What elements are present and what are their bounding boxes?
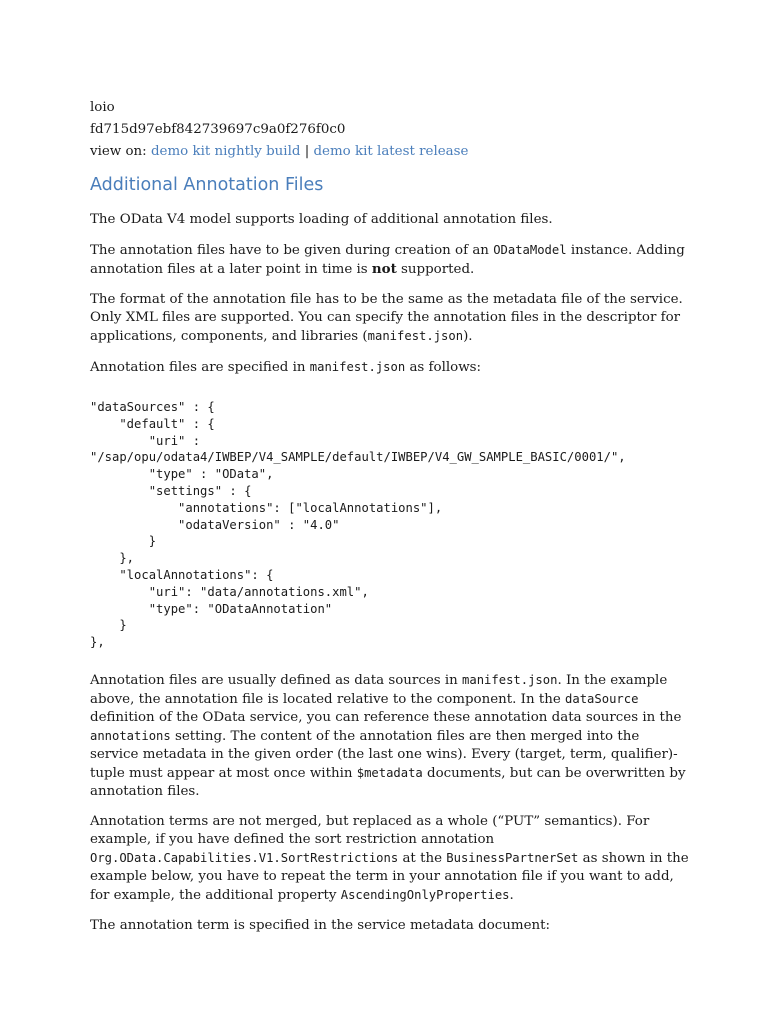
paragraph-term-specified: The annotation term is specified in the service metadata document: [90,917,551,933]
code-line: "type" : "OData", [90,467,274,482]
inline-code: AscendingOnlyProperties [340,887,510,902]
text-run: The annotation files have to be given during creation of an [90,243,494,258]
code-line: "default" : { [90,416,215,431]
inline-code: manifest.json [367,329,464,343]
text-run: . [509,887,514,903]
text-run: Annotation files are specified in [90,360,310,375]
text-run: . In the example above, the annotation file is located relative to the component. In the [90,672,668,707]
code-line: }, [90,635,105,650]
text-run: setting. The content of the annotation files are then merged into the service metadata in the given order (the last one wins). Every (target, term, qualifier)-tuple must appear at most once within [90,728,678,781]
section-title: Additional Annotation Files [90,175,324,195]
demo-kit-nightly-link[interactable]: demo kit nightly build [150,144,301,159]
bold-text: not [371,261,397,277]
view-on-line [90,141,690,163]
inline-code: Org.OData.Capabilities.V1.SortRestrictions [90,850,399,865]
paragraph-creation [90,241,690,279]
metadata-block [90,97,690,163]
code-line: "localAnnotations": { [90,567,274,582]
code-line: "annotations": ["localAnnotations"], [90,500,443,515]
text-run: The format of the annotation file has to be the same as the metadata file of the service. Only XML files are supported. You can specify the annotation files in the descriptor for applications, components, and libraries ( [90,292,683,344]
text-run: at the [398,850,447,866]
paragraph-specified [90,358,690,377]
paragraph-format [90,291,690,346]
text-run: definition of the OData service, you can reference these annotation data sources in the [90,709,682,725]
paragraph-data-sources [90,671,690,801]
inline-code: $metadata [356,765,423,780]
text-run: instance. Adding annotation files at a later point in time is [90,243,685,277]
text-run: Annotation files are usually defined as data sources in [90,672,463,688]
link-separator: | [304,144,310,159]
text-run: Annotation terms are not merged, but replaced as a whole (“PUT” semantics). For example, if you have defined the sort restriction annotation [90,813,650,847]
paragraph-intro: The OData V4 model supports loading of additional annotation files. [90,212,553,227]
code-line: }, [90,551,135,566]
inline-code: manifest.json [309,360,406,374]
inline-code: manifest.json [462,672,558,687]
code-line: } [90,534,157,549]
text-run: ). [463,329,473,344]
code-line: "/sap/opu/odata4/IWBEP/V4_SAMPLE/default/IWBEP/V4_GW_SAMPLE_BASIC/0001/", [90,450,626,465]
code-line: "dataSources" : { [90,400,215,414]
loio-label: loio [90,100,115,115]
code-block [90,399,690,651]
text-run: supported. [396,262,475,277]
inline-code: BusinessPartnerSet [446,850,579,865]
view-on-label: view on: [90,144,147,159]
loio-id: fd715d97ebf842739697c9a0f276f0c0 [90,122,346,137]
code-line: "type": "ODataAnnotation" [90,601,333,616]
text-run: as shown in the example below, you have to repeat the term in your annotation file if you want to add, for example, the additional property [90,850,689,903]
demo-kit-latest-link[interactable]: demo kit latest release [313,144,469,159]
code-line: } [90,618,127,633]
text-run: as follows: [405,360,482,375]
code-line: "uri": "data/annotations.xml", [90,584,369,599]
paragraph-annotation-terms [90,813,690,905]
code-line: "settings" : { [90,483,252,498]
inline-code: annotations [90,728,171,743]
inline-code: dataSource [565,691,639,706]
code-line: "uri" : [90,433,201,448]
code-line: "odataVersion" : "4.0" [90,517,340,532]
inline-code: ODataModel [493,243,567,257]
text-run: documents, but can be overwritten by annotation files. [90,765,686,799]
